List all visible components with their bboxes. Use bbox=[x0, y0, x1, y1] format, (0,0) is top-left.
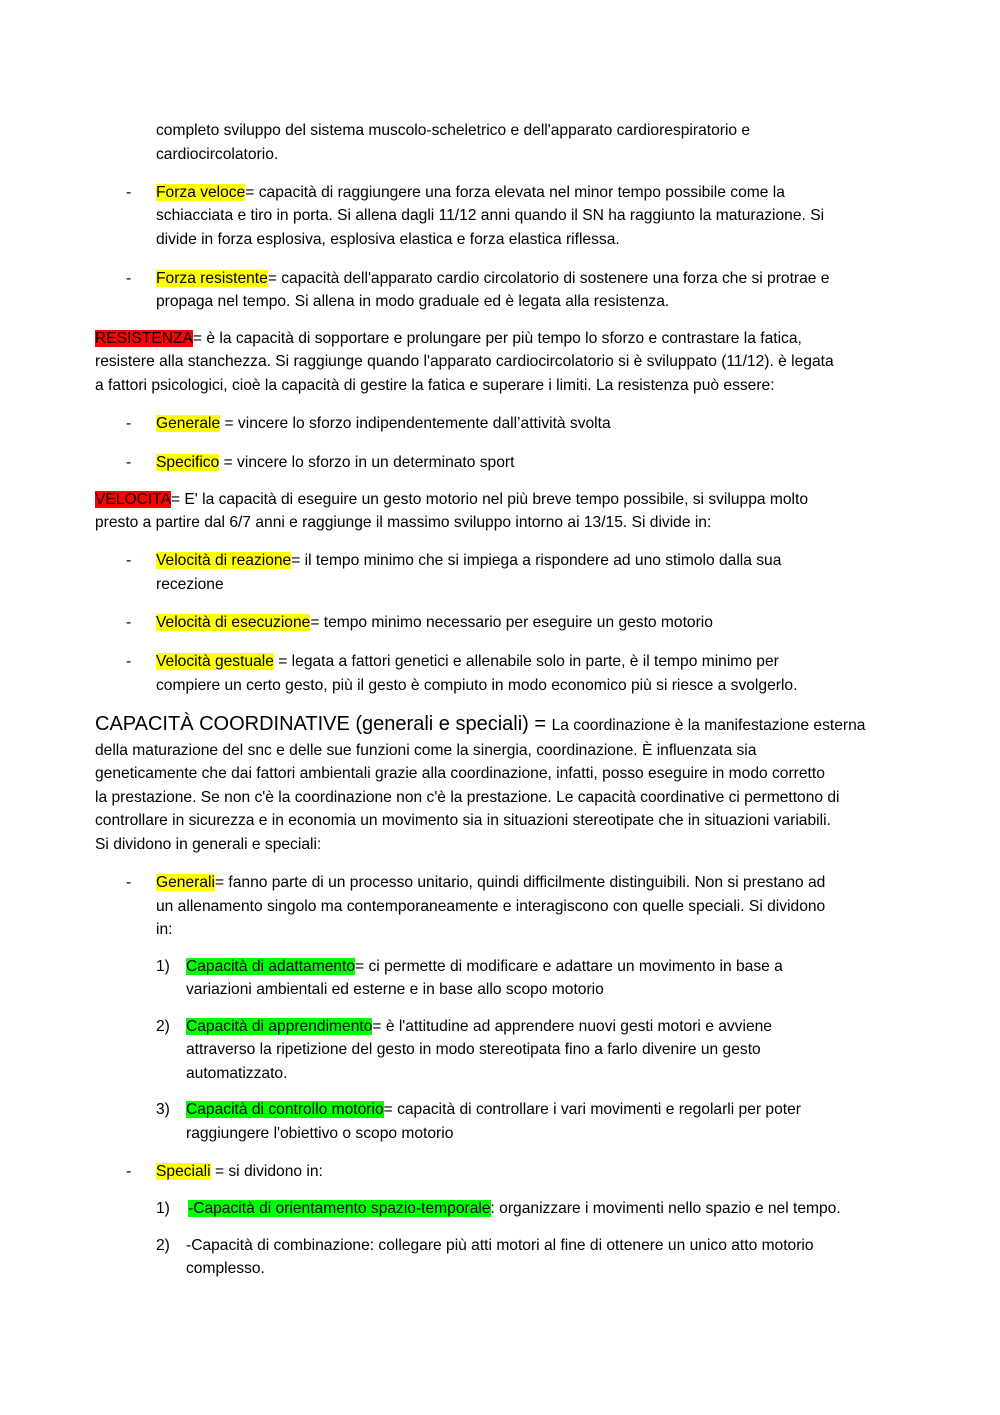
list-item-apprendimento bbox=[186, 1015, 772, 1039]
paragraph-resistenza bbox=[95, 327, 802, 351]
list-number: 1) bbox=[156, 958, 170, 975]
list-bullet: - bbox=[126, 874, 132, 891]
list-number: 2) bbox=[156, 1018, 170, 1035]
item-text: = il tempo minimo che si impiega a rispondere ad uno stimolo dalla sua bbox=[291, 552, 782, 569]
list-item-orientamento bbox=[188, 1197, 841, 1221]
text-line: complesso. bbox=[186, 1260, 265, 1277]
item-text: = vincere lo sforzo in un determinato sport bbox=[219, 454, 515, 471]
list-number: 2) bbox=[156, 1237, 170, 1254]
paragraph-text: = è la capacità di sopportare e prolungare per più tempo lo sforzo e contrastare la fatica, bbox=[192, 330, 802, 347]
paragraph-text: = E' la capacità di eseguire un gesto motorio nel più breve tempo possibile, si sviluppa molto bbox=[170, 491, 809, 508]
highlighted-term: -Capacità di orientamento spazio-temporale bbox=[188, 1200, 491, 1217]
highlighted-term: Capacità di apprendimento bbox=[186, 1018, 373, 1035]
highlighted-term: Capacità di adattamento bbox=[186, 958, 356, 975]
text-line: cardiocircolatorio. bbox=[156, 146, 279, 163]
highlighted-term: Forza veloce bbox=[156, 184, 246, 201]
text-line: completo sviluppo del sistema muscolo-scheletrico e dell'apparato cardiorespiratorio e bbox=[156, 122, 751, 139]
list-bullet: - bbox=[126, 415, 132, 432]
text-line: geneticamente che dai fattori ambientali grazie alla coordinazione, infatti, posso eseguire in modo corretto bbox=[95, 765, 825, 782]
text-line: resistere alla stanchezza. Si raggiunge quando l'apparato cardiocircolatorio si è sviluppato (11/12). è legata bbox=[95, 353, 834, 370]
text-line: attraverso la ripetizione del gesto in modo stereotipata fino a farlo divenire un gesto bbox=[186, 1041, 761, 1058]
highlighted-term: Velocità di reazione bbox=[156, 552, 292, 569]
item-text: = capacità dell'apparato cardio circolatorio di sostenere una forza che si protrae e bbox=[267, 270, 830, 287]
text-line: raggiungere l'obiettivo o scopo motorio bbox=[186, 1125, 454, 1142]
highlighted-term: Velocità gestuale bbox=[156, 653, 274, 670]
highlighted-term: VELOCITA bbox=[95, 491, 171, 508]
text-line: della maturazione del snc e delle sue funzioni come la sinergia, coordinazione. È influenzata sia bbox=[95, 742, 757, 759]
list-item-forza-veloce bbox=[156, 181, 785, 205]
text-line: recezione bbox=[156, 576, 224, 593]
text-line: presto a partire dal 6/7 anni e raggiunge il massimo sviluppo intorno ai 13/15. Si divide in: bbox=[95, 514, 712, 531]
list-item-generale bbox=[156, 412, 611, 436]
list-number: 1) bbox=[156, 1200, 170, 1217]
text-line: variazioni ambientali ed esterne e in base allo scopo motorio bbox=[186, 981, 604, 998]
list-item-forza-resistente bbox=[156, 267, 829, 291]
section-capacita-coordinative bbox=[95, 713, 865, 738]
item-text: = capacità di controllare i vari movimenti e regolarli per poter bbox=[383, 1101, 801, 1118]
text-line: automatizzato. bbox=[186, 1065, 288, 1082]
highlighted-term: Generali bbox=[156, 874, 215, 891]
text-line: propaga nel tempo. Si allena in modo graduale ed è legata alla resistenza. bbox=[156, 293, 670, 310]
list-item-specifico bbox=[156, 451, 514, 475]
item-text: = ci permette di modificare e adattare un movimento in base a bbox=[355, 958, 783, 975]
list-item-generali bbox=[156, 871, 825, 895]
list-item-velocita-esecuzione bbox=[156, 611, 713, 635]
item-text: = tempo minimo necessario per eseguire un gesto motorio bbox=[310, 614, 713, 631]
highlighted-term: RESISTENZA bbox=[95, 330, 193, 347]
item-text: = si dividono in: bbox=[210, 1163, 323, 1180]
highlighted-term: Forza resistente bbox=[156, 270, 268, 287]
item-text: = capacità di raggiungere una forza elevata nel minor tempo possibile come la bbox=[245, 184, 785, 201]
text-line: un allenamento singolo ma contemporaneamente e interagiscono con quelle speciali. Si dividono bbox=[156, 898, 826, 915]
highlighted-term: Specifico bbox=[156, 454, 220, 471]
highlighted-term: Capacità di controllo motorio bbox=[186, 1101, 384, 1118]
item-text: = è l'attitudine ad apprendere nuovi gesti motori e avviene bbox=[372, 1018, 772, 1035]
list-bullet: - bbox=[126, 184, 132, 201]
list-number: 3) bbox=[156, 1101, 170, 1118]
list-bullet: - bbox=[126, 1163, 132, 1180]
paragraph-velocita bbox=[95, 488, 808, 512]
list-bullet: - bbox=[126, 270, 132, 287]
paragraph-text: La coordinazione è la manifestazione esterna bbox=[551, 717, 866, 734]
list-bullet: - bbox=[126, 454, 132, 471]
list-item-adattamento bbox=[186, 955, 783, 979]
list-item-combinazione: -Capacità di combinazione: collegare più atti motori al fine di ottenere un unico atto motorio bbox=[186, 1237, 814, 1254]
list-item-speciali bbox=[156, 1160, 323, 1184]
text-line: divide in forza esplosiva, esplosiva elastica e forza elastica riflessa. bbox=[156, 231, 620, 248]
highlighted-term: Generale bbox=[156, 415, 221, 432]
highlighted-term: Velocità di esecuzione bbox=[156, 614, 311, 631]
item-text: = legata a fattori genetici e allenabile solo in parte, è il tempo minimo per bbox=[273, 653, 779, 670]
list-item-velocita-reazione bbox=[156, 549, 781, 573]
list-item-controllo-motorio bbox=[186, 1098, 801, 1122]
item-text: = vincere lo sforzo indipendentemente dall’attività svolta bbox=[220, 415, 611, 432]
highlighted-term: Speciali bbox=[156, 1163, 211, 1180]
text-line: schiacciata e tiro in porta. Si allena dagli 11/12 anni quando il SN ha raggiunto la maturazione. Si bbox=[156, 207, 825, 224]
item-text: : organizzare i movimenti nello spazio e nel tempo. bbox=[490, 1200, 841, 1217]
item-text: = fanno parte di un processo unitario, quindi difficilmente distinguibili. Non si prestano ad bbox=[214, 874, 826, 891]
section-heading: CAPACITÀ COORDINATIVE (generali e speciali) = bbox=[95, 713, 552, 735]
list-bullet: - bbox=[126, 552, 132, 569]
text-line: compiere un certo gesto, più il gesto è compiuto in modo economico più si riesce a svolgerlo. bbox=[156, 677, 798, 694]
text-line: la prestazione. Se non c'è la coordinazione non c'è la prestazione. Le capacità coordinative ci permettono di bbox=[95, 789, 840, 806]
text-line: Si dividono in generali e speciali: bbox=[95, 836, 322, 853]
text-line: controllare in sicurezza e in economia un movimento sia in situazioni stereotipate che in situazioni variabili. bbox=[95, 812, 831, 829]
text-line: a fattori psicologici, cioè la capacità di gestire la fatica e superare i limiti. La resistenza può essere: bbox=[95, 377, 775, 394]
list-bullet: - bbox=[126, 653, 132, 670]
text-line: in: bbox=[156, 921, 173, 938]
list-bullet: - bbox=[126, 614, 132, 631]
list-item-velocita-gestuale bbox=[156, 650, 779, 674]
